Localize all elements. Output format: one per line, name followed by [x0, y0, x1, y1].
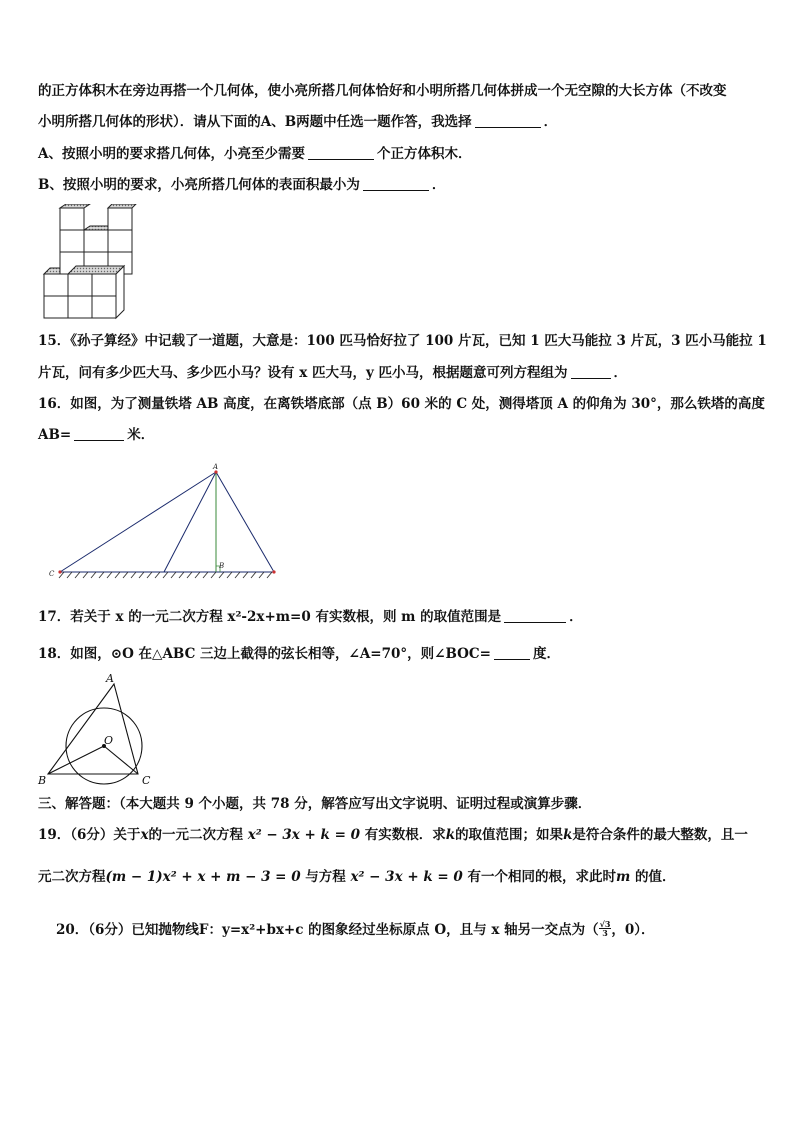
q19-var-x: x	[140, 827, 149, 843]
q19-l1-c: 有实数根．求	[364, 827, 446, 843]
q19-l1-a: 19．（6分）关于	[38, 827, 141, 843]
q16-line-2	[38, 426, 154, 444]
tower-label-a: A	[213, 463, 219, 471]
option-b	[38, 176, 445, 194]
q19-l2-b: 与方程	[305, 869, 346, 885]
choice-blank[interactable]	[475, 113, 541, 128]
q16-end: 米．	[127, 427, 155, 443]
q19-eq-2: (m − 1)x² + x + m − 3 = 0	[105, 869, 301, 885]
option-b-blank[interactable]	[363, 176, 429, 191]
q19-l1-d: 的取值范围；如果	[455, 827, 564, 843]
option-a-text: A、按照小明的要求搭几何体，小亮至少需要	[38, 146, 305, 162]
q19-l1-b: 的一元二次方程	[148, 827, 243, 843]
tower-label-b: B	[219, 562, 225, 570]
option-a-end: 个正方体积木．	[376, 146, 472, 162]
option-a	[38, 145, 471, 163]
q17-end: ．	[569, 609, 583, 625]
q19-l1-e: 是符合条件的最大整数，且一	[572, 827, 748, 843]
q15-end: ．	[613, 365, 627, 381]
intro-line-2-end: ．	[543, 114, 558, 130]
circle-triangle-figure	[34, 670, 164, 792]
q15-line-2	[38, 364, 627, 382]
q19-line-2	[38, 868, 676, 886]
q15-line-1: 15．《孙子算经》中记载了一道题，大意是：100 匹马恰好拉了 100 片瓦，已知 1 匹大马能拉 3 片瓦，3 匹小马能拉 1	[38, 333, 767, 349]
intro-line-2-text: 小明所搭几何体的形状）．请从下面的A、B两题中任选一题作答，我选择	[38, 114, 472, 130]
q19-var-k-2: k	[563, 827, 573, 843]
q19-var-k: k	[445, 827, 456, 843]
q17-blank[interactable]	[504, 608, 566, 623]
q20-frac-num: √3	[599, 919, 611, 929]
tower-label-c: C	[49, 570, 55, 578]
q19-var-m: m	[616, 869, 631, 885]
q18-blank[interactable]	[494, 645, 530, 660]
q20-text-a: 20．（6分）已知抛物线F：y=x²+bx+c 的图象经过坐标原点 O，且与 x 轴另一交点为（	[56, 922, 599, 938]
q19-l2-c: 有一个相同的根，求此时	[467, 869, 616, 885]
q17-text: 17．若关于 x 的一元二次方程 x²-2x+m=0 有实数根，则 m 的取值范围是	[38, 609, 502, 625]
q20-fraction	[599, 920, 612, 937]
q16-blank[interactable]	[74, 426, 124, 441]
q17-line	[38, 608, 583, 626]
q19-l2-a: 元二次方程	[38, 869, 106, 885]
q19-eq-3: x² − 3x + k = 0	[350, 869, 463, 885]
q15-line-2-text: 片瓦，问有多少匹大马、多少匹小马？设有 x 匹大马，y 匹小马，根据题意可列方程组为	[38, 365, 568, 381]
circle-label-a: A	[106, 672, 114, 685]
q20-text-b: ，0）．	[611, 922, 655, 938]
circle-label-o: O	[104, 734, 114, 747]
q16-line-2-text: AB=	[38, 427, 72, 443]
circle-label-c: C	[142, 774, 151, 787]
cube-stack-figure	[40, 204, 140, 328]
q19-l2-d: 的值．	[635, 869, 676, 885]
option-b-text: B、按照小明的要求，小亮所搭几何体的表面积最小为	[38, 177, 360, 193]
q19-line-1	[38, 826, 748, 844]
q15-blank[interactable]	[571, 364, 611, 379]
option-a-blank[interactable]	[308, 145, 374, 160]
q20-line	[56, 920, 655, 939]
q18-text: 18．如图，⊙O 在△ABC 三边上截得的弦长相等，∠A=70°，则∠BOC=	[38, 646, 491, 662]
intro-line-1: 的正方体积木在旁边再搭一个几何体，使小亮所搭几何体恰好和小明所搭几何体拼成一个无空隙的大长方体（不改变	[38, 83, 727, 99]
q20-frac-den: 3	[602, 928, 608, 938]
tower-figure	[44, 460, 284, 588]
q16-line-1: 16．如图，为了测量铁塔 AB 高度，在离铁塔底部（点 B）60 米的 C 处，测得塔顶 A 的仰角为 30°，那么铁塔的高度	[38, 396, 765, 412]
section-3-heading: 三、解答题：（本大题共 9 个小题，共 78 分，解答应写出文字说明、证明过程或演算步骤．	[38, 796, 592, 812]
option-b-end: ．	[431, 177, 446, 193]
q18-end: 度．	[532, 646, 560, 662]
q18-line	[38, 645, 560, 663]
circle-label-b: B	[38, 774, 47, 787]
intro-line-2	[38, 113, 557, 131]
q19-eq-1: x² − 3x + k = 0	[247, 827, 360, 843]
